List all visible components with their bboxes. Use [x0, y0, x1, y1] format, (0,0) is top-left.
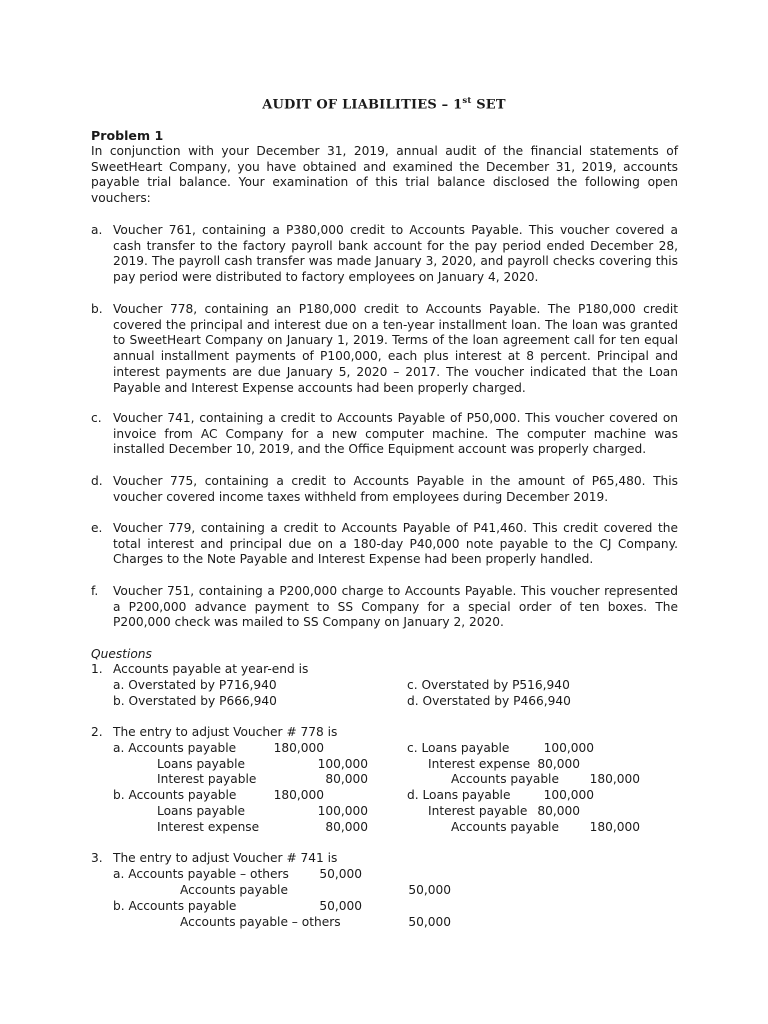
voucher-letter: a.	[91, 223, 103, 237]
title-main: AUDIT OF LIABILITIES – 1	[262, 97, 463, 113]
voucher-item-b	[91, 302, 678, 396]
choice-b-credit-amount-2: 80,000	[325, 820, 368, 834]
voucher-text: Voucher 778, containing an P180,000 credit to Accounts Payable. The P180,000 credit covered the principal and interest due on a ten-year installment loan. The loan was granted to SweetHeart Company on January 1, 2019. Terms of the loan agreement call for ten equal annual installment payments of P100,000, each plus interest at 8 percent. Principal and interest payments are due January 5, 2020 – 2017. The voucher indicated that the Loan Payable and Interest Expense accounts had been properly charged.	[113, 302, 678, 395]
voucher-letter: c.	[91, 411, 102, 425]
choice-d-credit-account: Accounts payable	[451, 820, 559, 834]
choice-a-debit-amount: 180,000	[273, 741, 324, 755]
voucher-item-e	[91, 521, 678, 568]
choice-b-credit-account-2: Interest expense	[157, 820, 260, 834]
question-stem: The entry to adjust Voucher # 741 is	[113, 851, 338, 865]
voucher-letter: e.	[91, 521, 103, 535]
choice-b: b. Overstated by P666,940	[113, 694, 277, 708]
voucher-item-f	[91, 584, 678, 631]
voucher-text: Voucher 775, containing a credit to Accounts Payable in the amount of P65,480. This voucher covered income taxes withheld from employees during December 2019.	[113, 474, 678, 504]
choice-a-credit-account-2: Interest payable	[157, 772, 257, 786]
choice-c-debit-amount-2: 80,000	[537, 757, 580, 771]
question-number: 3.	[91, 851, 103, 865]
problem-heading: Problem 1	[91, 128, 164, 143]
voucher-text: Voucher 761, containing a P380,000 credit to Accounts Payable. This voucher covered a cash transfer to the factory payroll bank account for the pay period ended December 28, 2019. The payroll cash transfer was made January 3, 2020, and payroll checks covering this pay period were distributed to factory employees on January 4, 2020.	[113, 223, 678, 285]
title-superscript: st	[462, 96, 472, 106]
choice-c: c. Overstated by P516,940	[407, 678, 570, 692]
voucher-item-d	[91, 474, 678, 505]
choice-c-credit-account: Accounts payable	[451, 772, 559, 786]
choice-b-debit-amount: 180,000	[273, 788, 324, 802]
voucher-text: Voucher 751, containing a P200,000 charge to Accounts Payable. This voucher represented a P200,000 advance payment to SS Company for a special order of ten boxes. The P200,000 check was mailed to SS Company on January 2, 2020.	[113, 584, 678, 630]
choice-c-debit-account-2: Interest expense	[428, 757, 531, 771]
choice-b-debit-account: b. Accounts payable	[113, 788, 237, 802]
choice-d-debit-account: d. Loans payable	[407, 788, 511, 802]
choice-a-credit-amount-1: 100,000	[317, 757, 368, 771]
choice-b-credit-account: Accounts payable – others	[180, 915, 341, 929]
title-tail: SET	[471, 97, 506, 113]
voucher-text: Voucher 741, containing a credit to Accounts Payable of P50,000. This voucher covered on invoice from AC Company for a new computer machine. The computer machine was installed December 10, 2019, and the Office Equipment account was properly charged.	[113, 411, 678, 457]
choice-c-debit-amount: 100,000	[543, 741, 594, 755]
voucher-item-c	[91, 411, 678, 458]
voucher-letter: b.	[91, 302, 103, 316]
choice-a-credit-account-1: Loans payable	[157, 757, 245, 771]
question-stem: The entry to adjust Voucher # 778 is	[113, 725, 338, 739]
intro-paragraph: In conjunction with your December 31, 2019, annual audit of the financial statements of SweetHeart Company, you have obtained and examined the December 31, 2019, accounts payable trial balance. Your examination of this trial balance disclosed the following open vouchers:	[91, 144, 678, 206]
question-stem: Accounts payable at year-end is	[113, 662, 309, 676]
question-number: 2.	[91, 725, 103, 739]
choice-a-debit-account: a. Accounts payable	[113, 741, 237, 755]
voucher-text: Voucher 779, containing a credit to Accounts Payable of P41,460. This credit covered the total interest and principal due on a 180-day P40,000 note payable to the CJ Company. Charges to the Note Payable and Interest Expense had been properly handled.	[113, 521, 678, 567]
choice-b-debit-amount: 50,000	[319, 899, 362, 913]
choice-d: d. Overstated by P466,940	[407, 694, 571, 708]
question-number: 1.	[91, 662, 103, 676]
choice-b-credit-amount: 50,000	[408, 915, 451, 929]
choice-a-credit-amount-2: 80,000	[325, 772, 368, 786]
choice-b-credit-account-1: Loans payable	[157, 804, 245, 818]
choice-a: a. Overstated by P716,940	[113, 678, 277, 692]
choice-c-debit-account: c. Loans payable	[407, 741, 510, 755]
page-title	[0, 96, 768, 112]
choice-d-debit-amount-2: 80,000	[537, 804, 580, 818]
choice-a-debit-amount: 50,000	[319, 867, 362, 881]
voucher-letter: f.	[91, 584, 99, 598]
questions-heading: Questions	[91, 647, 152, 661]
choice-b-debit-account: b. Accounts payable	[113, 899, 237, 913]
choice-a-credit-account: Accounts payable	[180, 883, 288, 897]
voucher-letter: d.	[91, 474, 103, 488]
choice-d-debit-account-2: Interest payable	[428, 804, 528, 818]
choice-a-debit-account: a. Accounts payable – others	[113, 867, 289, 881]
voucher-item-a	[91, 223, 678, 286]
choice-a-credit-amount: 50,000	[408, 883, 451, 897]
choice-b-credit-amount-1: 100,000	[317, 804, 368, 818]
choice-d-debit-amount: 100,000	[543, 788, 594, 802]
choice-d-credit-amount: 180,000	[589, 820, 640, 834]
choice-c-credit-amount: 180,000	[589, 772, 640, 786]
